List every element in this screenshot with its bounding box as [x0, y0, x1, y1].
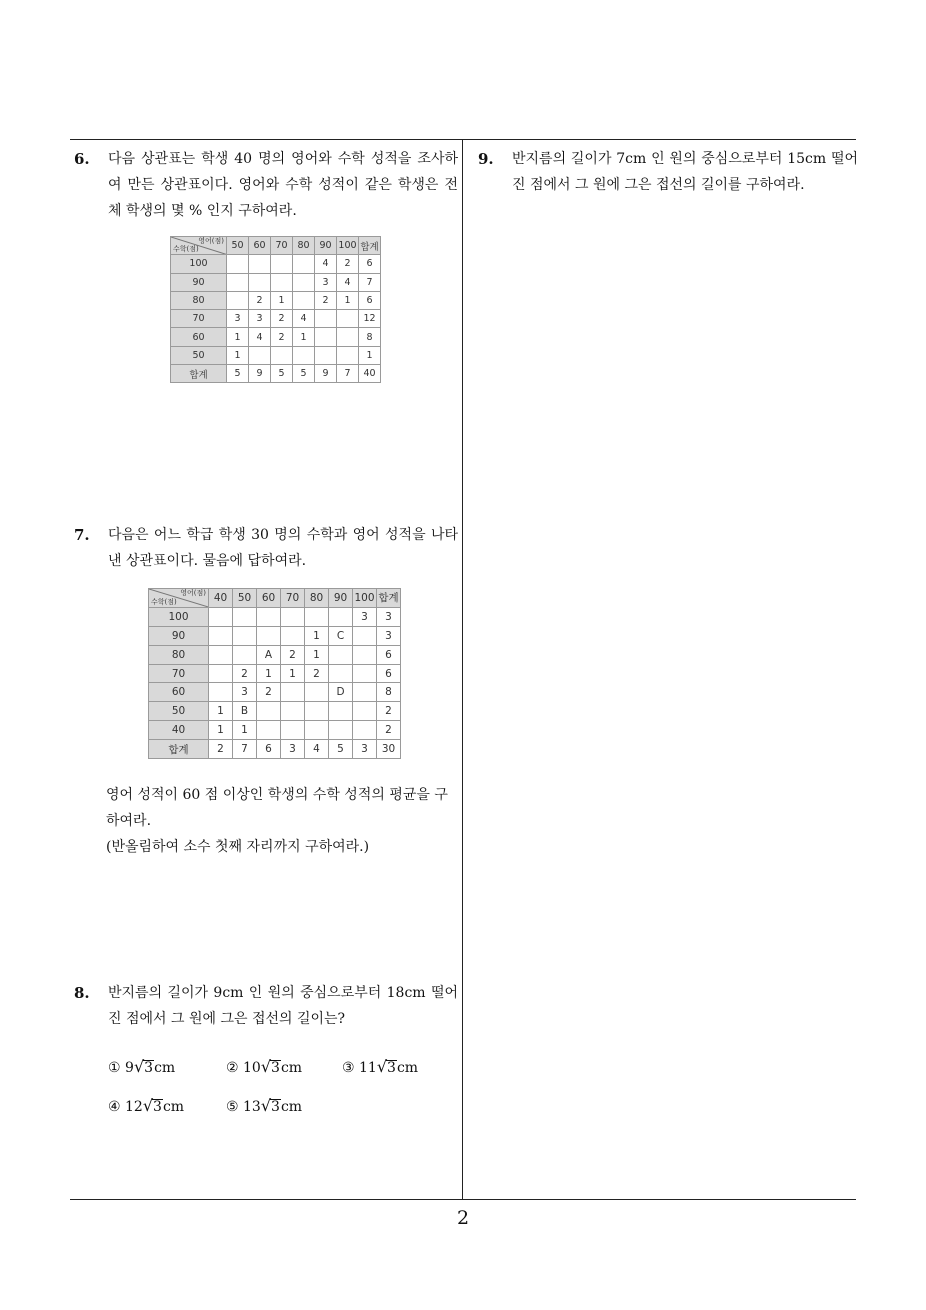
table-header-row	[149, 589, 401, 608]
table-cell	[209, 664, 233, 683]
choice-unit: cm	[396, 1060, 419, 1076]
problem-text: 다음은 어느 학급 학생 30 명의 수학과 영어 성적을 나타낸 상관표이다. 물음에 답하여라.	[108, 527, 458, 569]
choice-unit: cm	[162, 1099, 185, 1115]
table-cell	[353, 721, 377, 740]
radical-sign-icon: √	[260, 1096, 272, 1115]
corner-bottom-label: 수학(점)	[151, 597, 177, 606]
table-row	[171, 291, 381, 309]
problem-number: 6.	[74, 150, 90, 168]
row-label: 90	[149, 626, 209, 645]
table-row	[171, 328, 381, 346]
radical-sign-icon: √	[142, 1096, 154, 1115]
table-row	[149, 702, 401, 721]
table-cell: 40	[359, 365, 381, 383]
table-cell	[305, 702, 329, 721]
problem-number: 8.	[74, 984, 90, 1002]
table-cell: 6	[359, 291, 381, 309]
choice-radicand: 3	[153, 1099, 162, 1115]
table-row	[149, 626, 401, 645]
choice-unit: cm	[280, 1099, 303, 1115]
table-cell: 1	[293, 328, 315, 346]
table-cell: 2	[271, 328, 293, 346]
table-cell	[329, 645, 353, 664]
table-cell: 8	[359, 328, 381, 346]
table-cell: 1	[305, 645, 329, 664]
choice-mark: ⑤	[226, 1099, 239, 1115]
table-cell	[305, 721, 329, 740]
table-cell	[315, 310, 337, 328]
table-cell	[293, 291, 315, 309]
row-label: 80	[171, 291, 227, 309]
page-number: 2	[456, 1207, 470, 1229]
table-cell: 30	[377, 740, 401, 759]
table-cell	[257, 721, 281, 740]
row-label: 100	[149, 607, 209, 626]
table-cell	[337, 328, 359, 346]
row-label: 80	[149, 645, 209, 664]
table-cell: 2	[233, 664, 257, 683]
corner-bottom-label: 수학(점)	[173, 245, 199, 254]
choice-coefficient: 12	[125, 1099, 143, 1115]
column-header: 80	[305, 589, 329, 608]
table-cell: 6	[377, 645, 401, 664]
table-cell: 1	[305, 626, 329, 645]
table-cell: 3	[353, 607, 377, 626]
table-cell: 3	[353, 740, 377, 759]
column-divider	[462, 139, 463, 1200]
table-cell	[271, 255, 293, 273]
row-label: 50	[149, 702, 209, 721]
table-cell	[353, 702, 377, 721]
table-cell	[249, 346, 271, 364]
table-cell: 1	[227, 346, 249, 364]
table-row	[171, 310, 381, 328]
table-cell: 6	[359, 255, 381, 273]
table-cell	[233, 645, 257, 664]
table-cell: 2	[337, 255, 359, 273]
table-cell: 2	[377, 721, 401, 740]
table-cell	[281, 702, 305, 721]
table-cell: 2	[377, 702, 401, 721]
choice-mark: ①	[108, 1060, 121, 1076]
table-cell: 2	[271, 310, 293, 328]
table-cell: 5	[329, 740, 353, 759]
table-cell	[281, 607, 305, 626]
table-cell	[257, 607, 281, 626]
choice-unit: cm	[280, 1060, 303, 1076]
choice-radicand: 3	[271, 1060, 280, 1076]
table-row	[149, 740, 401, 759]
table-cell: 9	[315, 365, 337, 383]
table-cell: 2	[305, 664, 329, 683]
choice-radicand: 3	[271, 1099, 280, 1115]
table-cell: 4	[305, 740, 329, 759]
table-cell: 4	[337, 273, 359, 291]
table-cell: 1	[233, 721, 257, 740]
column-header: 50	[233, 589, 257, 608]
table-cell	[257, 702, 281, 721]
table-cell	[337, 310, 359, 328]
table-corner	[171, 237, 227, 255]
table-cell: 1	[337, 291, 359, 309]
table-cell: 6	[377, 664, 401, 683]
choice-2[interactable]	[226, 1057, 302, 1076]
table-cell: 3	[315, 273, 337, 291]
column-header: 60	[249, 237, 271, 255]
radical-sign-icon: √	[376, 1057, 388, 1076]
choice-radicand: 3	[387, 1060, 396, 1076]
table-cell: 1	[209, 721, 233, 740]
problem-9	[478, 146, 858, 198]
choice-5[interactable]	[226, 1096, 302, 1115]
column-header: 60	[257, 589, 281, 608]
table-cell	[249, 273, 271, 291]
subquestion-note: (반올림하여 소수 첫째 자리까지 구하여라.)	[106, 839, 370, 855]
table-cell: 4	[315, 255, 337, 273]
row-label: 70	[171, 310, 227, 328]
choice-coefficient: 9	[125, 1060, 134, 1076]
table-cell: B	[233, 702, 257, 721]
table-header-row	[171, 237, 381, 255]
table-cell: 7	[359, 273, 381, 291]
table-cell: 1	[271, 291, 293, 309]
table-row	[171, 346, 381, 364]
problem-number: 7.	[74, 526, 90, 544]
problem-text: 다음 상관표는 학생 40 명의 영어와 수학 성적을 조사하여 만든 상관표이다. 영어와 수학 성적이 같은 학생은 전체 학생의 몇 % 인지 구하여라.	[108, 151, 458, 219]
table-row	[171, 255, 381, 273]
table-cell	[271, 346, 293, 364]
table-cell	[353, 664, 377, 683]
row-label: 합계	[149, 740, 209, 759]
problem-text: 반지름의 길이가 7cm 인 원의 중심으로부터 15cm 떨어진 점에서 그 원에 그은 접선의 길이를 구하여라.	[512, 151, 858, 193]
table-cell	[257, 626, 281, 645]
table-cell	[329, 607, 353, 626]
subquestion-text: 영어 성적이 60 점 이상인 학생의 수학 성적의 평균을 구하여라.	[106, 787, 448, 829]
correlation-table-6	[170, 236, 381, 383]
table-cell: 2	[281, 645, 305, 664]
row-label: 70	[149, 664, 209, 683]
table-cell: 1	[359, 346, 381, 364]
table-cell: 2	[257, 683, 281, 702]
choice-radicand: 3	[144, 1060, 154, 1076]
table-cell: 8	[377, 683, 401, 702]
row-label: 100	[171, 255, 227, 273]
column-header: 80	[293, 237, 315, 255]
table-cell	[233, 607, 257, 626]
table-cell	[227, 255, 249, 273]
table-corner	[149, 589, 209, 608]
column-header: 합계	[377, 589, 401, 608]
table-cell: 3	[281, 740, 305, 759]
table-row	[171, 365, 381, 383]
table-row	[171, 273, 381, 291]
table-cell: 4	[293, 310, 315, 328]
problem-7-subquestion	[106, 782, 458, 860]
table-cell	[209, 626, 233, 645]
table-cell	[329, 721, 353, 740]
table-cell: 4	[249, 328, 271, 346]
choice-mark: ③	[342, 1060, 355, 1076]
column-header: 70	[271, 237, 293, 255]
column-header: 50	[227, 237, 249, 255]
corner-top-label: 영어(점)	[198, 237, 224, 245]
table-cell	[227, 291, 249, 309]
problem-6	[74, 146, 458, 224]
table-cell: 5	[293, 365, 315, 383]
bottom-rule	[70, 1199, 856, 1200]
table-cell	[281, 683, 305, 702]
table-cell	[305, 607, 329, 626]
column-header: 90	[329, 589, 353, 608]
table-cell: D	[329, 683, 353, 702]
table-cell: 6	[257, 740, 281, 759]
table-cell	[353, 626, 377, 645]
table-cell: 1	[281, 664, 305, 683]
choice-4[interactable]	[108, 1096, 184, 1115]
choice-mark: ④	[108, 1099, 121, 1115]
table-cell	[305, 683, 329, 702]
table-cell: 1	[257, 664, 281, 683]
table-cell	[329, 664, 353, 683]
column-header: 합계	[359, 237, 381, 255]
table-cell	[209, 683, 233, 702]
problem-text: 반지름의 길이가 9cm 인 원의 중심으로부터 18cm 떨어진 점에서 그 원에 그은 접선의 길이는?	[108, 985, 458, 1027]
table-cell: 3	[377, 607, 401, 626]
table-cell	[249, 255, 271, 273]
table-cell: 2	[249, 291, 271, 309]
table-cell: 3	[227, 310, 249, 328]
row-label: 40	[149, 721, 209, 740]
choice-1[interactable]	[108, 1057, 175, 1076]
choice-coefficient: 13	[243, 1099, 261, 1115]
top-rule	[70, 139, 856, 140]
corner-top-label: 영어(점)	[180, 589, 206, 597]
table-cell: 12	[359, 310, 381, 328]
table-cell: C	[329, 626, 353, 645]
row-label: 60	[149, 683, 209, 702]
choice-coefficient: 11	[359, 1060, 377, 1076]
choice-mark: ②	[226, 1060, 239, 1076]
table-cell: 2	[315, 291, 337, 309]
column-header: 90	[315, 237, 337, 255]
table-cell: 1	[209, 702, 233, 721]
column-header: 100	[353, 589, 377, 608]
problem-number: 9.	[478, 150, 494, 168]
table-row	[149, 683, 401, 702]
table-cell: 2	[209, 740, 233, 759]
table-cell	[315, 346, 337, 364]
table-cell	[293, 273, 315, 291]
table-cell	[353, 645, 377, 664]
table-cell	[337, 346, 359, 364]
table-cell	[209, 645, 233, 664]
table-cell: 5	[271, 365, 293, 383]
table-row	[149, 645, 401, 664]
table-cell: 3	[249, 310, 271, 328]
choice-unit: cm	[154, 1060, 176, 1076]
table-cell	[329, 702, 353, 721]
table-cell: 3	[233, 683, 257, 702]
table-cell: 1	[227, 328, 249, 346]
problem-7	[74, 522, 458, 574]
table-cell	[315, 328, 337, 346]
row-label: 60	[171, 328, 227, 346]
column-header: 70	[281, 589, 305, 608]
radical-sign-icon: √	[260, 1057, 272, 1076]
table-cell	[353, 683, 377, 702]
table-cell	[209, 607, 233, 626]
table-cell: 9	[249, 365, 271, 383]
table-cell: 7	[337, 365, 359, 383]
problem-8	[74, 980, 458, 1032]
radical-sign-icon: √	[133, 1057, 145, 1076]
table-cell	[281, 626, 305, 645]
table-cell	[271, 273, 293, 291]
table-cell	[233, 626, 257, 645]
correlation-table-7	[148, 588, 401, 759]
table-row	[149, 607, 401, 626]
choice-coefficient: 10	[243, 1060, 261, 1076]
table-cell: A	[257, 645, 281, 664]
table-cell	[293, 346, 315, 364]
column-header: 40	[209, 589, 233, 608]
table-row	[149, 721, 401, 740]
row-label: 합계	[171, 365, 227, 383]
table-row	[149, 664, 401, 683]
row-label: 90	[171, 273, 227, 291]
table-cell: 5	[227, 365, 249, 383]
row-label: 50	[171, 346, 227, 364]
column-header: 100	[337, 237, 359, 255]
table-cell: 3	[377, 626, 401, 645]
choice-3[interactable]	[342, 1057, 418, 1076]
table-cell	[227, 273, 249, 291]
table-cell	[293, 255, 315, 273]
table-cell	[281, 721, 305, 740]
table-cell: 7	[233, 740, 257, 759]
